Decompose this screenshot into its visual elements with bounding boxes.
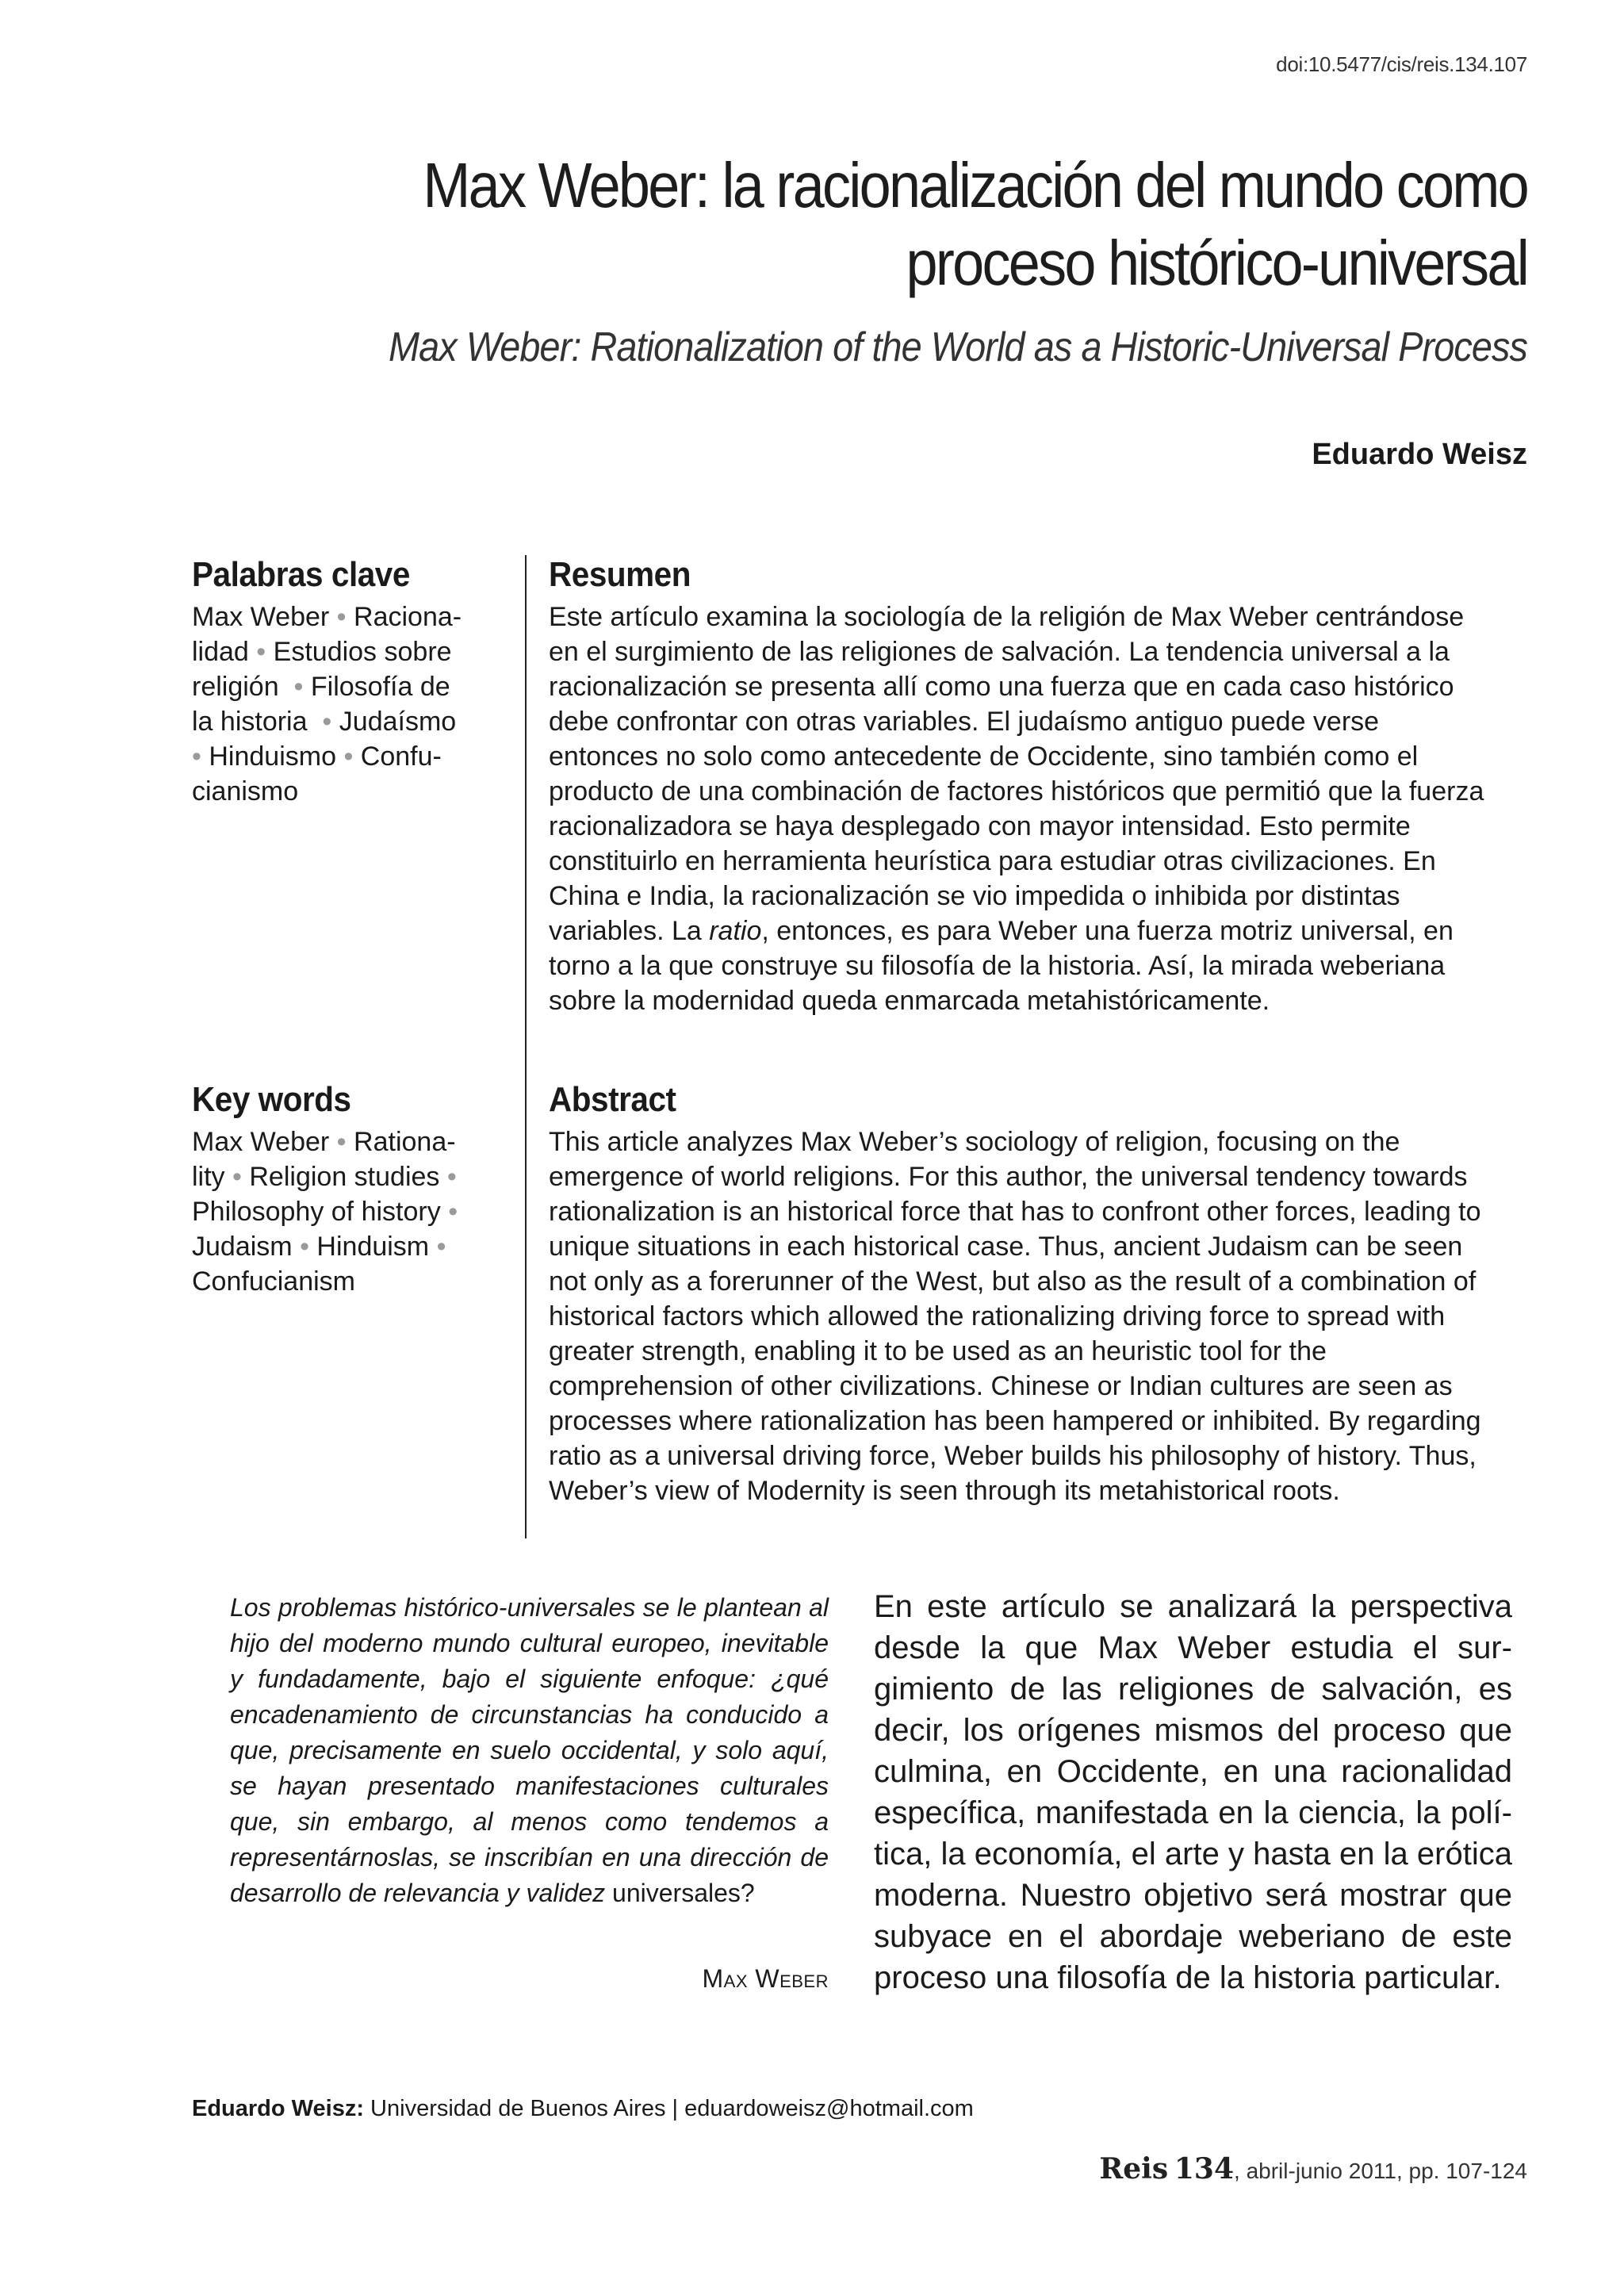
- keywords-es-block: [192, 555, 493, 809]
- epigraph-italic-text: Los problemas histórico-universales se le plantean al hijo del moderno mundo cultural europeo, inevitable y fundadamente, bajo el siguiente enfoque: ¿qué encadenamiento de circunstancias ha conducido a que, precisamente en suelo occidental, y solo aquí, se hayan presentado manifestaciones culturales que, sin embargo, al menos como tendemos a representárnoslas, se inscribían en una dirección de desarrollo de relevancia y validez: [230, 1593, 829, 1907]
- doi-label: doi:10.5477/cis/reis.134.107: [1276, 52, 1527, 76]
- title-line-2: proceso histórico-universal: [906, 228, 1527, 298]
- bullet-icon: •: [336, 1127, 347, 1157]
- intro-paragraph: En este artículo se analizará la perspectiva desde la que Max Weber estudia el surgimiento de las religiones de salvación, es decir, los orígenes mismos del proceso que culmina, en Occidente, en una racionalidad específica, manifestada en la ciencia, la política, la economía, el arte y hasta en la erótica moderna. Nuestro objetivo será mostrar que subyace en el abordaje weberiano de este proceso una filosofía de la historia particular.: [874, 1589, 1512, 1995]
- bullet-icon: •: [336, 602, 347, 632]
- bullet-icon: •: [436, 1232, 446, 1262]
- author-name: Eduardo Weisz: [1312, 438, 1527, 471]
- keyword: religión: [192, 672, 279, 702]
- journal-name: Reis: [1099, 2152, 1169, 2186]
- keyword: Judaism: [192, 1232, 293, 1262]
- keyword: cianismo: [192, 776, 299, 806]
- abstract-heading: Abstract: [549, 1080, 676, 1119]
- keyword: Rationa-: [354, 1127, 456, 1157]
- bullet-icon: •: [256, 637, 266, 667]
- keyword: Hinduismo: [209, 741, 336, 772]
- keyword: Confu-: [360, 741, 442, 772]
- keyword: Max Weber: [192, 1127, 330, 1157]
- keyword: Judaísmo: [339, 707, 457, 737]
- bullet-icon: •: [300, 1232, 309, 1262]
- keyword: Hinduism: [316, 1232, 430, 1262]
- keyword: Max Weber: [192, 602, 330, 632]
- affiliation-details: Universidad de Buenos Aires | eduardoweisz@hotmail.com: [364, 2096, 974, 2121]
- article-title: [243, 147, 1527, 302]
- resumen-ratio-word: ratio: [709, 916, 762, 946]
- keyword: Filosofía de: [310, 672, 450, 702]
- epigraph-normal-text: universales?: [605, 1879, 755, 1907]
- keywords-es-heading: Palabras clave: [192, 555, 410, 594]
- epigraph-attribution: Max Weber: [702, 1964, 829, 1993]
- keywords-es-list: [192, 600, 493, 809]
- title-line-1: Max Weber: la racionalización del mundo como: [423, 150, 1527, 220]
- article-subtitle: Max Weber: Rationalization of the World as a Historic-Universal Process: [389, 324, 1527, 370]
- bullet-icon: •: [322, 707, 332, 737]
- keyword: Philosophy of history: [192, 1197, 441, 1227]
- bullet-icon: •: [293, 672, 304, 702]
- keyword: Religion studies: [249, 1162, 440, 1192]
- resumen-block: [549, 555, 1488, 1018]
- keyword: Confucianism: [192, 1266, 355, 1297]
- epigraph-quote: [230, 1590, 829, 1911]
- resumen-text-part: , entonces, es para Weber una fuerza motriz universal, en torno a la que construye su filosofía de la historia. Así, la mirada weberiana sobre la modernidad queda enmarcada metahistóricamente.: [549, 916, 1454, 1016]
- column-divider: [525, 555, 527, 1538]
- abstract-block: [549, 1080, 1488, 1508]
- bullet-icon: •: [343, 741, 354, 772]
- abstract-text: This article analyzes Max Weber’s sociology of religion, focusing on the emergence of world religions. For this author, the universal tendency towards rationalization is an historical force that has to confront other forces, leading to unique situations in each historical case. Thus, ancient Judaism can be seen not only as a forerunner of the West, but also as the result of a combination of historical factors which allowed the rationalizing driving force to spread with greater strength, enabling it to be used as an heuristic tool for the comprehension of other civilizations. Chinese or Indian cultures are seen as processes where rationalization has been hampered or inhibited. By regarding ratio as a universal driving force, Weber builds his philosophy of history. Thus, Weber’s view of Modernity is seen through its metahistorical roots.: [549, 1127, 1481, 1506]
- journal-footer: [1099, 2152, 1527, 2186]
- keywords-en-heading: Key words: [192, 1080, 351, 1119]
- keyword: la historia: [192, 707, 308, 737]
- journal-details: , abril-junio 2011, pp. 107-124: [1234, 2159, 1527, 2183]
- keywords-en-list: [192, 1124, 493, 1299]
- keyword: Estudios sobre: [273, 637, 452, 667]
- bullet-icon: •: [192, 741, 201, 772]
- bullet-icon: •: [448, 1197, 458, 1227]
- resumen-text-part: Este artículo examina la sociología de la religión de Max Weber centrándose en el surgimiento de las religiones de salvación. La tendencia universal a la racionalización se presenta allí como una fuerza que en cada caso histórico debe confrontar con otras variables. El judaísmo antiguo puede verse entonces no solo como antecedente de Occidente, sino también como el producto de una combinación de factores históricos que permitió que la fuerza racionalizadora se haya desplegado con mayor intensidad. Esto permite constituirlo en herramienta heurística para estudiar otras civilizaciones. En China e India, la racionalización se vio impedida o inhibida por distintas variables. La: [549, 602, 1484, 946]
- keyword: lity: [192, 1162, 225, 1192]
- bullet-icon: •: [232, 1162, 242, 1192]
- keywords-en-block: [192, 1080, 493, 1299]
- resumen-text: [549, 600, 1488, 1018]
- bullet-icon: •: [446, 1162, 457, 1192]
- affiliation-author: Eduardo Weisz:: [192, 2096, 364, 2121]
- journal-issue: 134: [1174, 2152, 1235, 2186]
- keyword: lidad: [192, 637, 249, 667]
- resumen-heading: Resumen: [549, 555, 691, 594]
- keyword: Raciona-: [354, 602, 462, 632]
- author-affiliation: [192, 2096, 974, 2122]
